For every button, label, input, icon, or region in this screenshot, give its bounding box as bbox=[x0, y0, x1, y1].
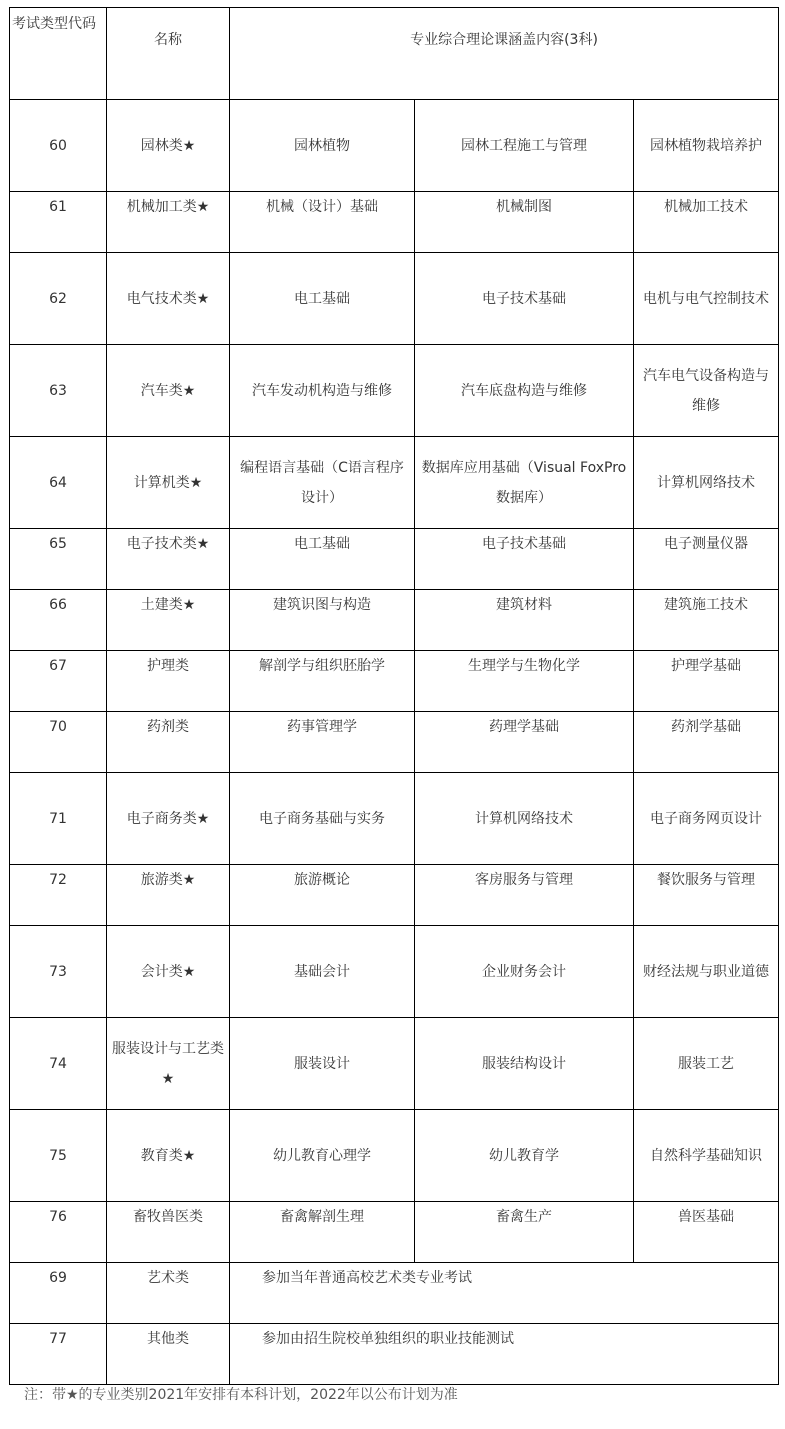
row-subject-2: 建筑材料 bbox=[415, 590, 634, 651]
row-subject-1: 园林植物 bbox=[230, 100, 415, 192]
exam-subjects-table bbox=[9, 7, 779, 1385]
row-subject-2: 企业财务会计 bbox=[415, 926, 634, 1018]
row-name: 计算机类★ bbox=[107, 437, 230, 529]
row-subject-2: 机械制图 bbox=[415, 192, 634, 253]
row-name: 会计类★ bbox=[107, 926, 230, 1018]
row-code: 72 bbox=[10, 865, 107, 926]
row-subject-1: 机械（设计）基础 bbox=[230, 192, 415, 253]
row-subject-2: 园林工程施工与管理 bbox=[415, 100, 634, 192]
row-subject-1: 基础会计 bbox=[230, 926, 415, 1018]
table-row bbox=[10, 529, 779, 590]
row-subject-3: 药剂学基础 bbox=[634, 712, 779, 773]
row-subject-1: 电工基础 bbox=[230, 529, 415, 590]
row-subject-3: 建筑施工技术 bbox=[634, 590, 779, 651]
row-name: 园林类★ bbox=[107, 100, 230, 192]
row-subject-1: 汽车发动机构造与维修 bbox=[230, 345, 415, 437]
header-name: 名称 bbox=[107, 8, 230, 100]
row-name: 药剂类 bbox=[107, 712, 230, 773]
row-subject-1: 畜禽解剖生理 bbox=[230, 1202, 415, 1263]
row-subject-1: 建筑识图与构造 bbox=[230, 590, 415, 651]
row-name: 旅游类★ bbox=[107, 865, 230, 926]
table-row bbox=[10, 437, 779, 529]
table-row bbox=[10, 712, 779, 773]
row-code: 61 bbox=[10, 192, 107, 253]
header-subjects: 专业综合理论课涵盖内容(3科) bbox=[230, 8, 779, 100]
row-subject-3: 服装工艺 bbox=[634, 1018, 779, 1110]
row-name: 其他类 bbox=[107, 1324, 230, 1385]
row-subject-2: 电子技术基础 bbox=[415, 529, 634, 590]
row-subject-2: 生理学与生物化学 bbox=[415, 651, 634, 712]
row-code: 65 bbox=[10, 529, 107, 590]
row-subject-2: 计算机网络技术 bbox=[415, 773, 634, 865]
footnote: 注：带★的专业类别2021年安排有本科计划，2022年以公布计划为准 bbox=[24, 1387, 458, 1403]
table-row bbox=[10, 192, 779, 253]
table-row bbox=[10, 1110, 779, 1202]
row-name: 汽车类★ bbox=[107, 345, 230, 437]
row-name: 电子技术类★ bbox=[107, 529, 230, 590]
row-subject-2: 数据库应用基础（Visual FoxPro数据库） bbox=[415, 437, 634, 529]
table-row bbox=[10, 651, 779, 712]
row-subject-1: 旅游概论 bbox=[230, 865, 415, 926]
row-name: 艺术类 bbox=[107, 1263, 230, 1324]
row-subject-1: 电子商务基础与实务 bbox=[230, 773, 415, 865]
row-code: 74 bbox=[10, 1018, 107, 1110]
row-code: 76 bbox=[10, 1202, 107, 1263]
row-description: 参加由招生院校单独组织的职业技能测试 bbox=[230, 1324, 779, 1385]
row-code: 64 bbox=[10, 437, 107, 529]
row-code: 71 bbox=[10, 773, 107, 865]
row-subject-2: 药理学基础 bbox=[415, 712, 634, 773]
row-name: 机械加工类★ bbox=[107, 192, 230, 253]
row-subject-3: 汽车电气设备构造与维修 bbox=[634, 345, 779, 437]
row-subject-1: 编程语言基础（C语言程序设计） bbox=[230, 437, 415, 529]
table-row bbox=[10, 253, 779, 345]
row-subject-3: 电子测量仪器 bbox=[634, 529, 779, 590]
row-name: 教育类★ bbox=[107, 1110, 230, 1202]
row-subject-1: 幼儿教育心理学 bbox=[230, 1110, 415, 1202]
row-subject-2: 幼儿教育学 bbox=[415, 1110, 634, 1202]
row-subject-2: 服装结构设计 bbox=[415, 1018, 634, 1110]
row-subject-1: 药事管理学 bbox=[230, 712, 415, 773]
row-code: 60 bbox=[10, 100, 107, 192]
row-code: 62 bbox=[10, 253, 107, 345]
row-code: 73 bbox=[10, 926, 107, 1018]
row-name: 土建类★ bbox=[107, 590, 230, 651]
row-subject-3: 财经法规与职业道德 bbox=[634, 926, 779, 1018]
header-code: 考试类型代码 bbox=[10, 8, 107, 100]
row-subject-1: 服装设计 bbox=[230, 1018, 415, 1110]
row-subject-3: 护理学基础 bbox=[634, 651, 779, 712]
table-row bbox=[10, 773, 779, 865]
row-code: 63 bbox=[10, 345, 107, 437]
table-row bbox=[10, 1202, 779, 1263]
row-name: 畜牧兽医类 bbox=[107, 1202, 230, 1263]
table-header-row bbox=[10, 8, 779, 100]
row-subject-2: 畜禽生产 bbox=[415, 1202, 634, 1263]
row-subject-3: 电子商务网页设计 bbox=[634, 773, 779, 865]
row-subject-3: 自然科学基础知识 bbox=[634, 1110, 779, 1202]
row-name: 服装设计与工艺类★ bbox=[107, 1018, 230, 1110]
row-subject-1: 解剖学与组织胚胎学 bbox=[230, 651, 415, 712]
table-row bbox=[10, 1263, 779, 1324]
row-subject-1: 电工基础 bbox=[230, 253, 415, 345]
row-subject-3: 园林植物栽培养护 bbox=[634, 100, 779, 192]
table-row bbox=[10, 865, 779, 926]
table-row bbox=[10, 926, 779, 1018]
row-subject-3: 餐饮服务与管理 bbox=[634, 865, 779, 926]
row-subject-3: 计算机网络技术 bbox=[634, 437, 779, 529]
row-subject-2: 汽车底盘构造与维修 bbox=[415, 345, 634, 437]
row-subject-3: 兽医基础 bbox=[634, 1202, 779, 1263]
row-code: 69 bbox=[10, 1263, 107, 1324]
row-code: 75 bbox=[10, 1110, 107, 1202]
row-name: 电子商务类★ bbox=[107, 773, 230, 865]
row-name: 电气技术类★ bbox=[107, 253, 230, 345]
row-subject-2: 客房服务与管理 bbox=[415, 865, 634, 926]
table-row bbox=[10, 345, 779, 437]
table-row bbox=[10, 590, 779, 651]
row-code: 77 bbox=[10, 1324, 107, 1385]
table-row bbox=[10, 1018, 779, 1110]
row-code: 70 bbox=[10, 712, 107, 773]
row-description: 参加当年普通高校艺术类专业考试 bbox=[230, 1263, 779, 1324]
row-subject-3: 机械加工技术 bbox=[634, 192, 779, 253]
row-name: 护理类 bbox=[107, 651, 230, 712]
row-subject-3: 电机与电气控制技术 bbox=[634, 253, 779, 345]
row-code: 67 bbox=[10, 651, 107, 712]
row-subject-2: 电子技术基础 bbox=[415, 253, 634, 345]
table-row bbox=[10, 100, 779, 192]
row-code: 66 bbox=[10, 590, 107, 651]
table-row bbox=[10, 1324, 779, 1385]
